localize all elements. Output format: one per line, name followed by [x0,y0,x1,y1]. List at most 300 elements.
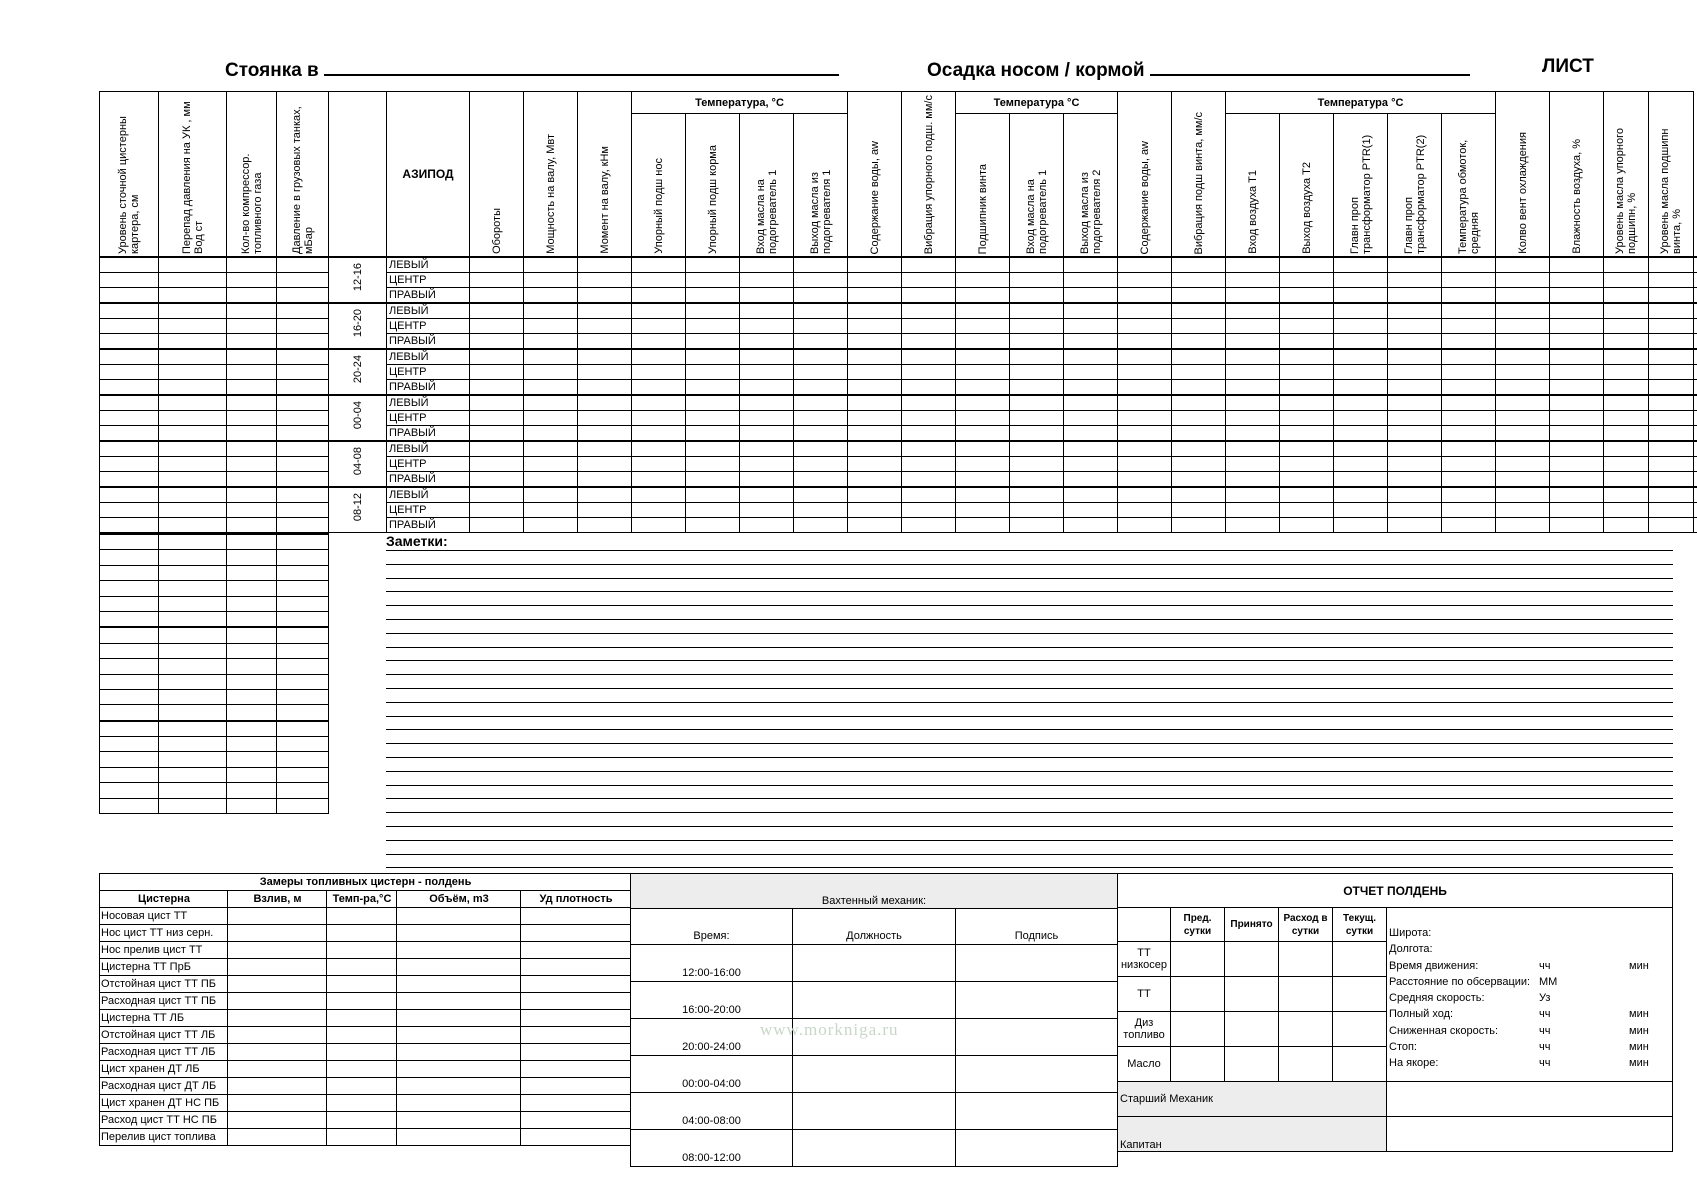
log-cell[interactable] [848,334,902,350]
log-cell[interactable] [1226,380,1280,396]
log-cell[interactable] [1010,334,1064,350]
log-cell[interactable] [578,441,632,457]
log-cell[interactable] [1550,518,1604,533]
log-cell[interactable] [1442,257,1496,273]
extra-cell[interactable] [159,565,227,580]
tank-cell[interactable] [397,1044,521,1061]
tank-cell[interactable] [228,942,327,959]
log-cell[interactable] [1118,319,1172,334]
log-cell[interactable] [1694,365,1697,380]
log-cell[interactable] [902,395,956,411]
extra-cell[interactable] [159,627,227,643]
log-cell[interactable] [1550,411,1604,426]
log-cell[interactable] [524,472,578,488]
log-cell[interactable] [1550,457,1604,472]
log-cell[interactable] [1496,426,1550,442]
log-cell[interactable] [740,411,794,426]
log-cell[interactable] [159,503,227,518]
log-cell[interactable] [524,487,578,503]
log-cell[interactable] [902,441,956,457]
log-cell[interactable] [1280,380,1334,396]
log-cell[interactable] [686,303,740,319]
log-cell[interactable] [632,441,686,457]
log-cell[interactable] [277,334,329,350]
log-cell[interactable] [470,349,524,365]
log-cell[interactable] [1649,273,1694,288]
log-cell[interactable] [1334,349,1388,365]
log-cell[interactable] [740,441,794,457]
log-cell[interactable] [524,334,578,350]
tank-cell[interactable] [327,925,397,942]
log-cell[interactable] [1388,380,1442,396]
log-cell[interactable] [1388,441,1442,457]
tank-cell[interactable] [521,1095,631,1112]
log-cell[interactable] [794,319,848,334]
extra-cell[interactable] [277,689,329,704]
log-cell[interactable] [686,349,740,365]
log-cell[interactable] [1649,365,1694,380]
log-cell[interactable] [848,518,902,533]
log-cell[interactable] [524,395,578,411]
noon-cell[interactable] [1333,1047,1387,1082]
log-cell[interactable] [1064,334,1118,350]
noon-cell[interactable] [1171,977,1225,1012]
log-cell[interactable] [740,319,794,334]
log-cell[interactable] [470,334,524,350]
log-cell[interactable] [524,457,578,472]
log-cell[interactable] [159,441,227,457]
log-cell[interactable] [1280,441,1334,457]
log-cell[interactable] [1172,395,1226,411]
log-cell[interactable] [1280,472,1334,488]
log-cell[interactable] [227,380,277,396]
log-cell[interactable] [1550,273,1604,288]
log-cell[interactable] [1442,426,1496,442]
log-cell[interactable] [1496,365,1550,380]
log-cell[interactable] [902,411,956,426]
extra-cell[interactable] [159,674,227,689]
log-cell[interactable] [227,441,277,457]
log-cell[interactable] [956,411,1010,426]
log-cell[interactable] [848,457,902,472]
log-cell[interactable] [1388,288,1442,304]
log-cell[interactable] [794,334,848,350]
log-cell[interactable] [686,288,740,304]
log-cell[interactable] [1496,472,1550,488]
log-cell[interactable] [740,503,794,518]
log-cell[interactable] [1226,441,1280,457]
log-cell[interactable] [740,380,794,396]
log-cell[interactable] [277,365,329,380]
log-cell[interactable] [794,303,848,319]
log-cell[interactable] [1226,457,1280,472]
log-cell[interactable] [956,472,1010,488]
log-cell[interactable] [470,472,524,488]
log-cell[interactable] [470,257,524,273]
extra-cell[interactable] [159,534,227,550]
log-cell[interactable] [1226,365,1280,380]
log-cell[interactable] [686,503,740,518]
log-cell[interactable] [1010,349,1064,365]
log-cell[interactable] [524,288,578,304]
extra-cell[interactable] [100,659,159,674]
log-cell[interactable] [1064,319,1118,334]
tank-cell[interactable] [397,1112,521,1129]
log-cell[interactable] [100,411,159,426]
log-cell[interactable] [740,487,794,503]
log-cell[interactable] [794,457,848,472]
log-cell[interactable] [1442,487,1496,503]
log-cell[interactable] [1172,457,1226,472]
tank-cell[interactable] [397,1010,521,1027]
log-cell[interactable] [1496,334,1550,350]
extra-cell[interactable] [227,611,277,627]
log-cell[interactable] [794,472,848,488]
log-cell[interactable] [632,334,686,350]
log-cell[interactable] [1118,395,1172,411]
log-cell[interactable] [524,349,578,365]
tank-cell[interactable] [327,1010,397,1027]
log-cell[interactable] [578,334,632,350]
log-cell[interactable] [1649,303,1694,319]
log-cell[interactable] [100,288,159,304]
extra-cell[interactable] [100,627,159,643]
log-cell[interactable] [794,487,848,503]
log-cell[interactable] [227,457,277,472]
tank-cell[interactable] [521,942,631,959]
tank-cell[interactable] [327,908,397,925]
tank-cell[interactable] [521,1129,631,1146]
log-cell[interactable] [1388,257,1442,273]
log-cell[interactable] [1649,487,1694,503]
log-cell[interactable] [1172,319,1226,334]
extra-cell[interactable] [100,767,159,782]
log-cell[interactable] [524,518,578,533]
log-cell[interactable] [1010,503,1064,518]
log-cell[interactable] [578,395,632,411]
log-cell[interactable] [1694,257,1697,273]
log-cell[interactable] [1649,288,1694,304]
extra-cell[interactable] [100,705,159,721]
log-cell[interactable] [902,426,956,442]
extra-cell[interactable] [227,534,277,550]
log-cell[interactable] [686,395,740,411]
log-cell[interactable] [1064,503,1118,518]
extra-cell[interactable] [227,627,277,643]
log-cell[interactable] [159,411,227,426]
log-cell[interactable] [902,303,956,319]
log-cell[interactable] [1010,518,1064,533]
log-cell[interactable] [686,273,740,288]
log-cell[interactable] [1604,457,1649,472]
tank-cell[interactable] [228,1129,327,1146]
log-cell[interactable] [632,487,686,503]
log-cell[interactable] [1172,349,1226,365]
tank-cell[interactable] [327,1027,397,1044]
extra-cell[interactable] [277,783,329,798]
log-cell[interactable] [1226,518,1280,533]
log-cell[interactable] [1604,487,1649,503]
log-cell[interactable] [1118,334,1172,350]
tank-cell[interactable] [327,976,397,993]
log-cell[interactable] [1604,319,1649,334]
log-cell[interactable] [1442,303,1496,319]
log-cell[interactable] [1064,487,1118,503]
log-cell[interactable] [956,365,1010,380]
log-cell[interactable] [227,518,277,533]
log-cell[interactable] [1694,303,1697,319]
log-cell[interactable] [1442,334,1496,350]
tank-cell[interactable] [521,925,631,942]
log-cell[interactable] [1604,518,1649,533]
log-cell[interactable] [100,487,159,503]
log-cell[interactable] [524,441,578,457]
extra-cell[interactable] [277,581,329,596]
log-cell[interactable] [1118,503,1172,518]
log-cell[interactable] [1334,334,1388,350]
log-cell[interactable] [1496,411,1550,426]
extra-cell[interactable] [227,783,277,798]
extra-cell[interactable] [100,550,159,565]
noon-cell[interactable] [1333,1012,1387,1047]
log-cell[interactable] [1010,319,1064,334]
log-cell[interactable] [740,334,794,350]
log-cell[interactable] [1649,349,1694,365]
log-cell[interactable] [578,426,632,442]
chief-engineer-signature[interactable] [1387,1082,1673,1117]
log-cell[interactable] [740,457,794,472]
log-cell[interactable] [1604,349,1649,365]
log-cell[interactable] [277,426,329,442]
extra-cell[interactable] [159,767,227,782]
log-cell[interactable] [848,288,902,304]
log-cell[interactable] [1694,457,1697,472]
log-cell[interactable] [524,411,578,426]
log-cell[interactable] [100,441,159,457]
log-cell[interactable] [1550,288,1604,304]
extra-cell[interactable] [277,752,329,767]
log-cell[interactable] [524,380,578,396]
log-cell[interactable] [632,457,686,472]
log-cell[interactable] [902,365,956,380]
log-cell[interactable] [1010,487,1064,503]
log-cell[interactable] [1442,472,1496,488]
extra-cell[interactable] [277,627,329,643]
log-cell[interactable] [1550,319,1604,334]
log-cell[interactable] [956,303,1010,319]
log-cell[interactable] [100,257,159,273]
log-cell[interactable] [1064,411,1118,426]
log-cell[interactable] [578,365,632,380]
log-cell[interactable] [227,319,277,334]
log-cell[interactable] [956,503,1010,518]
log-cell[interactable] [470,487,524,503]
log-cell[interactable] [524,257,578,273]
log-cell[interactable] [1388,349,1442,365]
log-cell[interactable] [1550,395,1604,411]
log-cell[interactable] [1496,303,1550,319]
log-cell[interactable] [470,457,524,472]
log-cell[interactable] [277,472,329,488]
log-cell[interactable] [100,319,159,334]
log-cell[interactable] [1226,426,1280,442]
log-cell[interactable] [740,257,794,273]
log-cell[interactable] [1550,334,1604,350]
log-cell[interactable] [1064,257,1118,273]
extra-cell[interactable] [227,659,277,674]
tank-cell[interactable] [228,1044,327,1061]
watch-position-cell[interactable] [793,1093,956,1130]
log-cell[interactable] [1496,273,1550,288]
extra-cell[interactable] [159,596,227,611]
log-cell[interactable] [1010,365,1064,380]
log-cell[interactable] [902,503,956,518]
draft-input-line[interactable] [1150,56,1470,76]
log-cell[interactable] [1388,273,1442,288]
log-cell[interactable] [686,334,740,350]
log-cell[interactable] [1649,472,1694,488]
log-cell[interactable] [794,503,848,518]
log-cell[interactable] [159,457,227,472]
log-cell[interactable] [1388,395,1442,411]
log-cell[interactable] [470,411,524,426]
extra-cell[interactable] [159,705,227,721]
log-cell[interactable] [1649,457,1694,472]
extra-cell[interactable] [159,798,227,813]
log-cell[interactable] [227,426,277,442]
watch-signature-cell[interactable] [956,1130,1118,1167]
log-cell[interactable] [1604,411,1649,426]
log-cell[interactable] [100,334,159,350]
log-cell[interactable] [956,349,1010,365]
extra-cell[interactable] [277,659,329,674]
tank-cell[interactable] [228,993,327,1010]
log-cell[interactable] [277,288,329,304]
log-cell[interactable] [1118,349,1172,365]
log-cell[interactable] [1064,518,1118,533]
log-cell[interactable] [1694,487,1697,503]
extra-cell[interactable] [100,596,159,611]
log-cell[interactable] [1442,349,1496,365]
extra-cell[interactable] [277,767,329,782]
noon-cell[interactable] [1279,977,1333,1012]
log-cell[interactable] [632,503,686,518]
log-cell[interactable] [1010,257,1064,273]
log-cell[interactable] [277,411,329,426]
log-cell[interactable] [1604,426,1649,442]
log-cell[interactable] [1118,472,1172,488]
log-cell[interactable] [470,426,524,442]
log-cell[interactable] [1280,518,1334,533]
log-cell[interactable] [1064,303,1118,319]
log-cell[interactable] [902,380,956,396]
log-cell[interactable] [578,349,632,365]
extra-cell[interactable] [100,611,159,627]
log-cell[interactable] [848,411,902,426]
tank-cell[interactable] [327,1129,397,1146]
log-cell[interactable] [1442,395,1496,411]
log-cell[interactable] [1280,503,1334,518]
log-cell[interactable] [956,426,1010,442]
extra-cell[interactable] [159,581,227,596]
noon-cell[interactable] [1279,1047,1333,1082]
log-cell[interactable] [956,457,1010,472]
extra-cell[interactable] [227,798,277,813]
log-cell[interactable] [1550,257,1604,273]
log-cell[interactable] [740,518,794,533]
log-cell[interactable] [1550,426,1604,442]
log-cell[interactable] [956,334,1010,350]
log-cell[interactable] [1388,426,1442,442]
log-cell[interactable] [1172,257,1226,273]
log-cell[interactable] [632,349,686,365]
tank-cell[interactable] [521,976,631,993]
log-cell[interactable] [1388,319,1442,334]
log-cell[interactable] [227,334,277,350]
extra-cell[interactable] [277,596,329,611]
log-cell[interactable] [902,457,956,472]
log-cell[interactable] [1118,273,1172,288]
log-cell[interactable] [227,349,277,365]
log-cell[interactable] [1172,503,1226,518]
tank-cell[interactable] [397,976,521,993]
extra-cell[interactable] [277,705,329,721]
log-cell[interactable] [578,487,632,503]
tank-cell[interactable] [397,959,521,976]
log-cell[interactable] [1334,457,1388,472]
log-cell[interactable] [1550,472,1604,488]
log-cell[interactable] [1694,334,1697,350]
log-cell[interactable] [1064,365,1118,380]
log-cell[interactable] [1496,457,1550,472]
log-cell[interactable] [1280,349,1334,365]
log-cell[interactable] [1604,334,1649,350]
extra-cell[interactable] [277,643,329,658]
log-cell[interactable] [1550,487,1604,503]
tank-cell[interactable] [397,1027,521,1044]
log-cell[interactable] [902,288,956,304]
anchorage-input-line[interactable] [324,56,839,76]
log-cell[interactable] [1064,349,1118,365]
tank-cell[interactable] [327,1095,397,1112]
log-cell[interactable] [524,319,578,334]
tank-cell[interactable] [397,1061,521,1078]
log-cell[interactable] [159,319,227,334]
tank-cell[interactable] [228,976,327,993]
log-cell[interactable] [1334,441,1388,457]
log-cell[interactable] [1649,503,1694,518]
extra-cell[interactable] [159,643,227,658]
tank-cell[interactable] [327,1112,397,1129]
log-cell[interactable] [794,349,848,365]
log-cell[interactable] [794,441,848,457]
log-cell[interactable] [100,273,159,288]
extra-cell[interactable] [227,581,277,596]
tank-cell[interactable] [521,1044,631,1061]
log-cell[interactable] [159,472,227,488]
log-cell[interactable] [1388,503,1442,518]
log-cell[interactable] [227,303,277,319]
log-cell[interactable] [578,503,632,518]
log-cell[interactable] [227,395,277,411]
log-cell[interactable] [1280,365,1334,380]
extra-cell[interactable] [227,643,277,658]
log-cell[interactable] [1694,518,1697,533]
log-cell[interactable] [470,288,524,304]
extra-cell[interactable] [159,737,227,752]
log-cell[interactable] [1334,472,1388,488]
extra-cell[interactable] [227,689,277,704]
